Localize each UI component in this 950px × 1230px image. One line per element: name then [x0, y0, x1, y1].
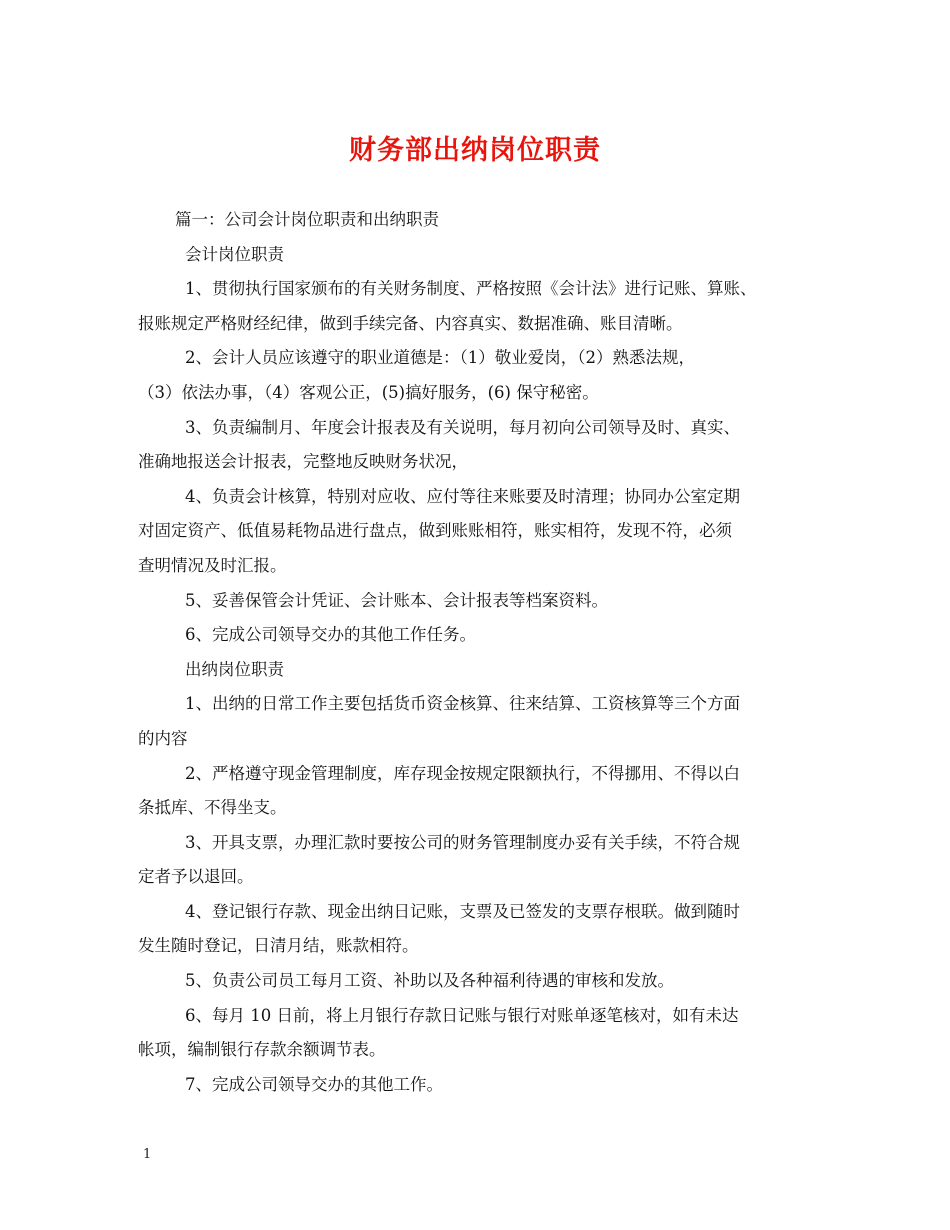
body-line: 1、贯彻执行国家颁布的有关财务制度、严格按照《会计法》进行记账、算账、: [185, 279, 757, 299]
body-line: 篇一：公司会计岗位职责和出纳职责: [175, 210, 439, 229]
document-title: 财务部出纳岗位职责: [349, 135, 601, 166]
body-line: 5、妥善保管会计凭证、会计账本、会计报表等档案资料。: [185, 590, 608, 610]
body-line: 4、负责会计核算，特别对应收、应付等往来账要及时清理；协同办公室定期: [185, 486, 740, 506]
body-line: 的内容: [138, 728, 188, 748]
body-line: 6、完成公司领导交办的其他工作任务。: [185, 625, 476, 645]
body-line: 查明情况及时汇报。: [138, 555, 287, 575]
body-line: 帐项，编制银行存款余额调节表。: [138, 1040, 386, 1060]
body-line: 准确地报送会计报表，完整地反映财务状况，: [138, 452, 468, 472]
body-line: 条抵库、不得坐支。: [138, 798, 287, 818]
body-line: 3、负责编制月、年度会计报表及有关说明，每月初向公司领导及时、真实、: [185, 417, 740, 437]
body-line: （3）依法办事，（4）客观公正，(5)搞好服务，(6) 保守秘密。: [138, 382, 599, 402]
body-line: 2、会计人员应该遵守的职业道德是：（1）敬业爱岗，（2）熟悉法规，: [185, 348, 695, 368]
body-line: 2、严格遵守现金管理制度，库存现金按规定限额执行，不得挪用、不得以白: [185, 763, 740, 783]
body-line: 1、出纳的日常工作主要包括货币资金核算、往来结算、工资核算等三个方面: [185, 694, 740, 714]
body-line: 6、每月 10 日前，将上月银行存款日记账与银行对账单逐笔核对，如有未达: [185, 1005, 739, 1025]
body-line: 出纳岗位职责: [185, 659, 284, 679]
body-line: 对固定资产、低值易耗物品进行盘点，做到账账相符，账实相符，发现不符，必须: [138, 521, 732, 541]
body-line: 发生随时登记，日清月结，账款相符。: [138, 936, 419, 956]
body-line: 4、登记银行存款、现金出纳日记账，支票及已签发的支票存根联。做到随时: [185, 901, 740, 921]
body-line: 报账规定严格财经纪律，做到手续完备、内容真实、数据准确、账目清晰。: [138, 313, 683, 333]
body-line: 7、完成公司领导交办的其他工作。: [185, 1074, 443, 1094]
body-line: 3、开具支票，办理汇款时要按公司的财务管理制度办妥有关手续，不符合规: [185, 832, 740, 852]
body-line: 5、负责公司员工每月工资、补助以及各种福利待遇的审核和发放。: [185, 971, 674, 991]
body-line: 会计岗位职责: [185, 244, 284, 264]
page-number: 1: [143, 1147, 152, 1162]
body-line: 定者予以退回。: [138, 867, 254, 887]
document-body: [138, 203, 830, 1102]
